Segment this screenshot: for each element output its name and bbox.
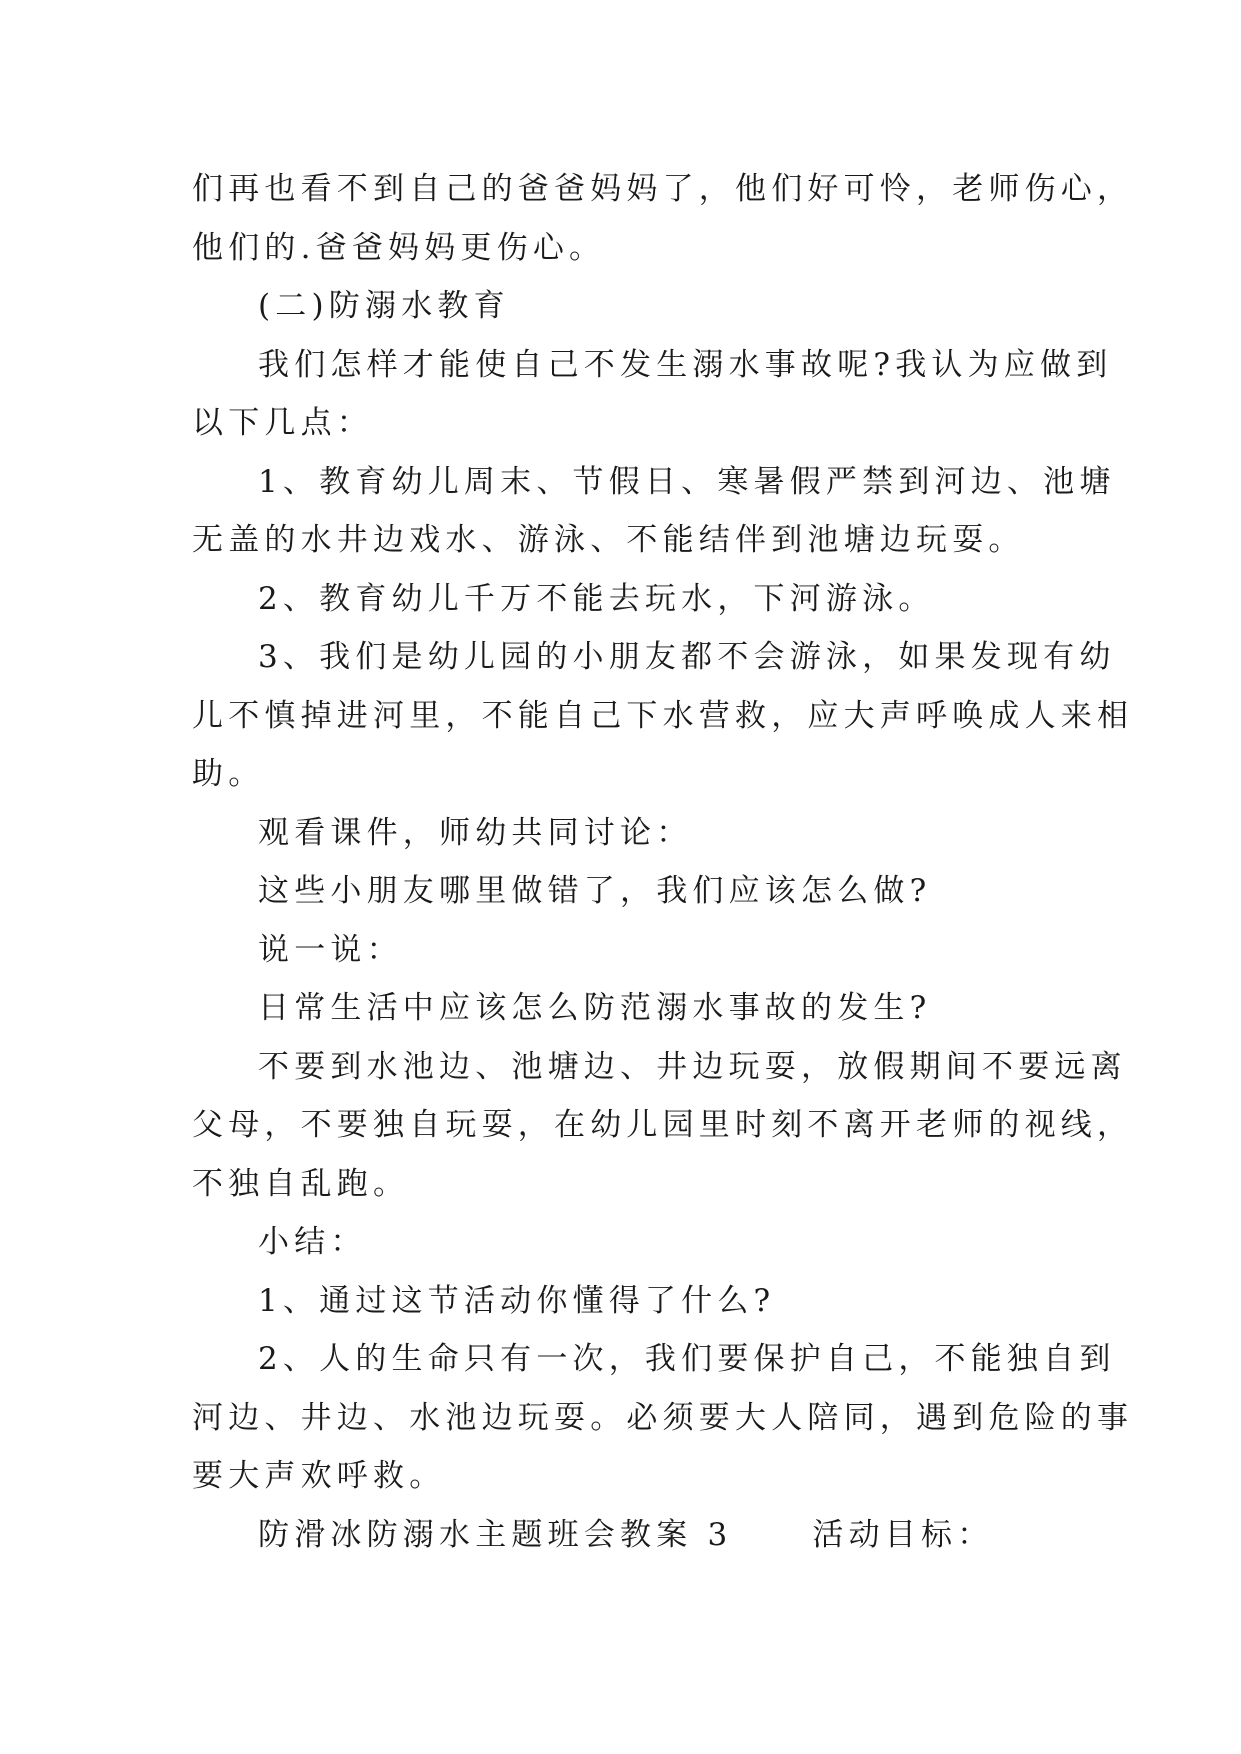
text-line: 他们的.爸爸妈妈更伤心。 xyxy=(192,229,606,266)
list-item: 3、我们是幼儿园的小朋友都不会游泳，如果发现有幼 xyxy=(258,639,1116,675)
text-line: 我们怎样才能使自己不发生溺水事故呢?我认为应做到 xyxy=(258,346,1113,383)
text-line: 助。 xyxy=(192,756,265,792)
section-heading: 小结： xyxy=(258,1224,367,1260)
section-heading: (二)防溺水教育 xyxy=(258,288,510,324)
text-line: 儿不慎掉进河里，不能自己下水营救，应大声呼唤成人来相 xyxy=(192,697,1134,734)
text-line: 不要到水池边、池塘边、井边玩耍，放假期间不要远离 xyxy=(258,1048,1127,1085)
text-line: 观看课件，师幼共同讨论： xyxy=(258,814,693,851)
text-line: 日常生活中应该怎么防范溺水事故的发生? xyxy=(258,990,932,1026)
text-line: 说一说： xyxy=(258,931,403,968)
final-line xyxy=(192,1506,1062,1565)
activity-goals-label: 活动目标： xyxy=(812,1516,994,1553)
text-line: 不独自乱跑。 xyxy=(192,1165,410,1202)
list-item: 2、教育幼儿千万不能去玩水，下河游泳。 xyxy=(258,580,935,617)
list-item: 1、通过这节活动你懂得了什么? xyxy=(258,1282,776,1319)
document-body xyxy=(192,160,1134,1564)
text-line: 这些小朋友哪里做错了，我们应该怎么做? xyxy=(258,873,932,909)
lesson-title: 防滑冰防溺水主题班会教案 3 xyxy=(258,1516,733,1553)
list-item: 2、人的生命只有一次，我们要保护自己，不能独自到 xyxy=(258,1341,1116,1377)
text-line: 河边、井边、水池边玩耍。必须要大人陪同，遇到危险的事 xyxy=(192,1399,1134,1436)
text-line: 以下几点： xyxy=(192,405,373,441)
text-line: 要大声欢呼救。 xyxy=(192,1458,446,1494)
text-line: 无盖的水井边戏水、游泳、不能结伴到池塘边玩耍。 xyxy=(192,522,1025,558)
list-item: 1、教育幼儿周末、节假日、寒暑假严禁到河边、池塘 xyxy=(258,463,1116,500)
text-line: 父母，不要独自玩耍，在幼儿园里时刻不离开老师的视线， xyxy=(192,1107,1134,1143)
text-line: 们再也看不到自己的爸爸妈妈了，他们好可怜，老师伤心， xyxy=(192,171,1134,207)
